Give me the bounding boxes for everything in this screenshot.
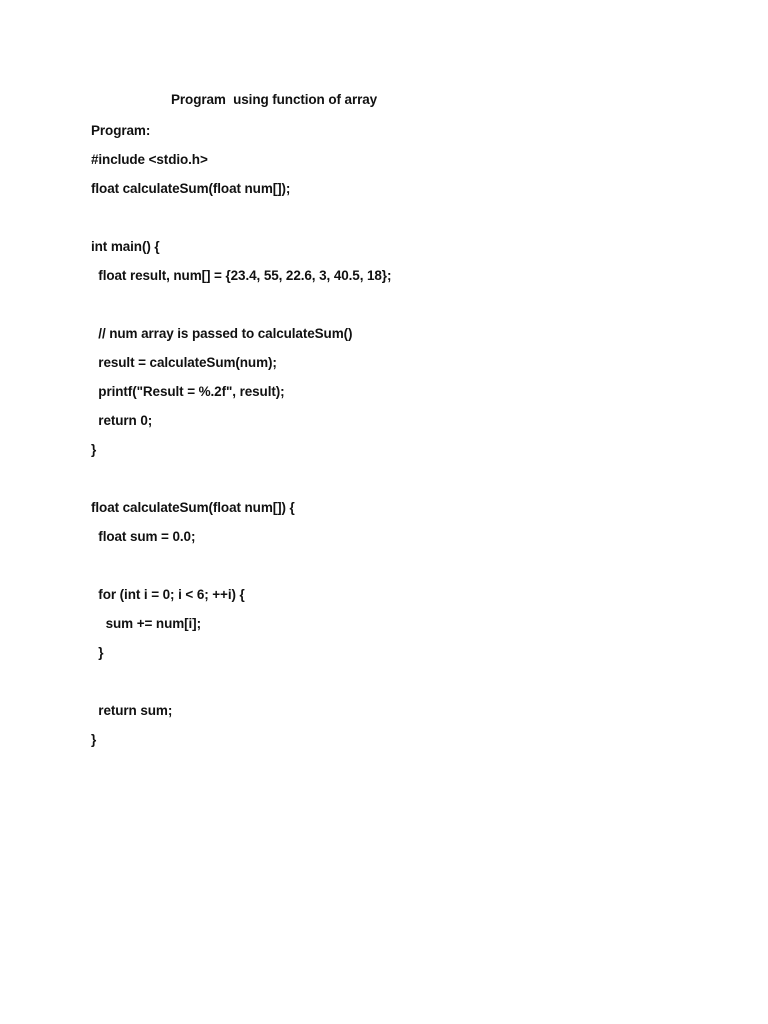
code-line-program-label: Program: <box>91 123 151 138</box>
code-line-sum-init: float sum = 0.0; <box>91 529 196 544</box>
code-line-for-loop: for (int i = 0; i < 6; ++i) { <box>91 587 245 602</box>
code-line-loop-end: } <box>91 645 104 660</box>
code-line-blank <box>91 295 731 324</box>
code-line-main-end: } <box>91 442 97 457</box>
code-line-blank <box>91 672 731 701</box>
code-line-blank <box>91 469 731 498</box>
code-line-return-sum: return sum; <box>91 703 173 718</box>
code-line-return-zero: return 0; <box>91 413 153 428</box>
code-block <box>91 121 731 759</box>
code-line-function-call: result = calculateSum(num); <box>91 355 277 370</box>
code-line-array-declaration: float result, num[] = {23.4, 55, 22.6, 3, 40.5, 18}; <box>91 268 392 283</box>
code-line-sum-accumulate: sum += num[i]; <box>91 616 201 631</box>
code-line-function-end: } <box>91 732 97 747</box>
code-line-function-definition: float calculateSum(float num[]) { <box>91 500 295 515</box>
code-line-prototype: float calculateSum(float num[]); <box>91 181 291 196</box>
code-line-comment: // num array is passed to calculateSum() <box>91 326 353 341</box>
code-line-blank <box>91 208 731 237</box>
code-line-main-start: int main() { <box>91 239 160 254</box>
code-line-include: #include <stdio.h> <box>91 152 208 167</box>
document-title: Program using function of array <box>171 92 378 107</box>
code-line-printf: printf("Result = %.2f", result); <box>91 384 285 399</box>
code-line-blank <box>91 556 731 585</box>
